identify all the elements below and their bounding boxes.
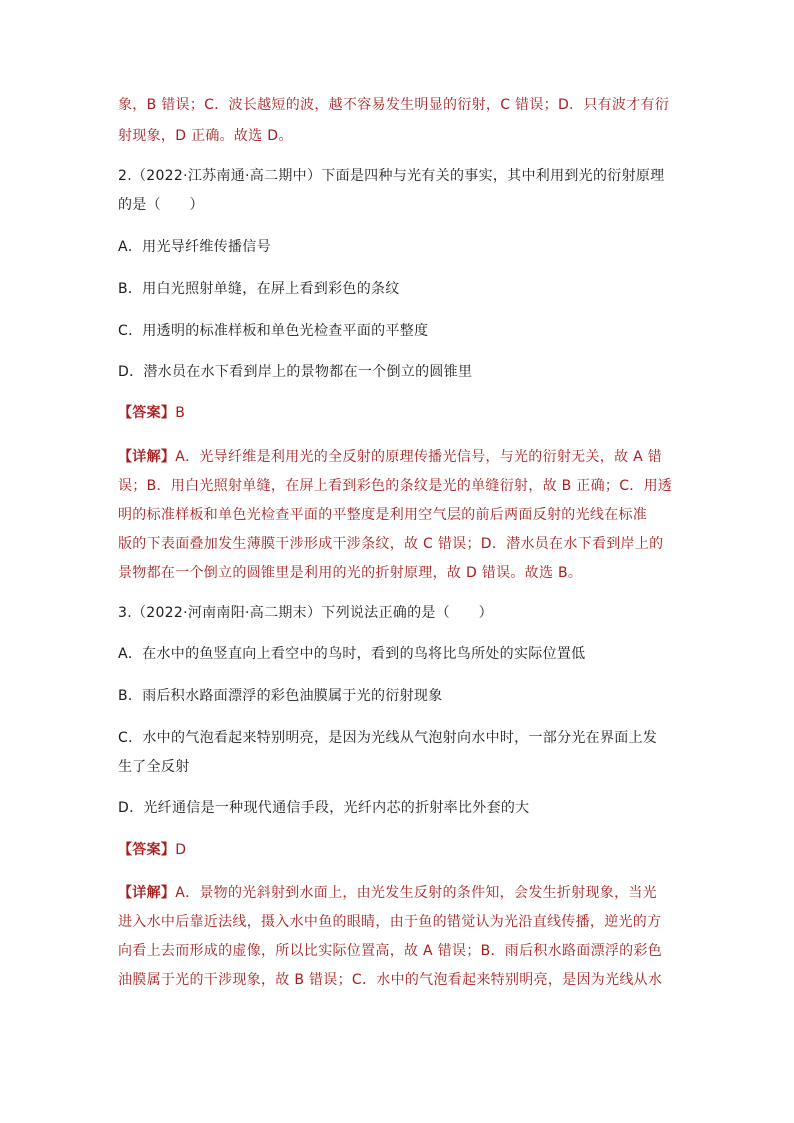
question-2-stem-line-1: 2.（2022·江苏南通·高二期中）下面是四种与光有关的事实，其中利用到光的衍射原理 (118, 168, 665, 184)
prev-explanation-line-2: 射现象，D 正确。故选 D。 (118, 128, 293, 144)
explanation-label: 【详解】 (118, 885, 176, 901)
question-3-explanation-line-1 (118, 883, 657, 903)
explanation-text: A．景物的光斜射到水面上，由光发生反射的条件知，会发生折射现象，当光 (175, 885, 657, 901)
question-3-explanation-line-2: 进入水中后靠近法线，摄入水中鱼的眼睛，由于鱼的错觉认为光沿直线传播，逆光的方 (118, 914, 662, 930)
question-2-option-b: B．用白光照射单缝，在屏上看到彩色的条纹 (118, 281, 400, 297)
question-2-explanation-line-3: 明的标准样板和单色光检查平面的平整度是利用空气层的前后两面反射的光线在标准 (118, 507, 648, 523)
prev-explanation-line-1: 象，B 错误；C．波长越短的波，越不容易发生明显的衍射，C 错误；D．只有波才有衍 (118, 97, 670, 113)
question-3-explanation-line-3: 向看上去而形成的虚像，所以比实际位置高，故 A 错误；B．雨后积水路面漂浮的彩色 (118, 943, 663, 959)
question-2-explanation-line-5: 景物都在一个倒立的圆锥里是利用的光的折射原理，故 D 错误。故选 B。 (118, 565, 583, 581)
question-2-stem-line-2: 的是（ ） (118, 197, 204, 213)
question-3-option-d: D．光纤通信是一种现代通信手段，光纤内芯的折射率比外套的大 (118, 800, 530, 816)
question-2-explanation-line-4: 版的下表面叠加发生薄膜干涉形成干涉条纹，故 C 错误；D．潜水员在水下看到岸上的 (118, 536, 664, 552)
question-2-option-c: C．用透明的标准样板和单色光检查平面的平整度 (118, 323, 429, 339)
question-2-option-d: D．潜水员在水下看到岸上的景物都在一个倒立的圆锥里 (118, 364, 473, 380)
question-2-answer (118, 403, 185, 423)
explanation-text: A．光导纤维是利用光的全反射的原理传播光信号，与光的衍射无关，故 A 错 (175, 449, 663, 465)
answer-label: 【答案】 (118, 405, 176, 421)
question-2-explanation-line-1 (118, 447, 662, 467)
question-2-option-a: A．用光导纤维传播信号 (118, 239, 271, 255)
answer-value: D (175, 842, 187, 858)
question-3-explanation-line-4: 油膜属于光的干涉现象，故 B 错误；C．水中的气泡看起来特别明亮，是因为光线从水 (118, 972, 663, 988)
explanation-label: 【详解】 (118, 449, 176, 465)
answer-label: 【答案】 (118, 842, 176, 858)
question-3-option-a: A．在水中的鱼竖直向上看空中的鸟时，看到的鸟将比鸟所处的实际位置低 (118, 646, 586, 662)
question-3-answer (118, 840, 186, 860)
question-3-option-c-line-1: C．水中的气泡看起来特别明亮，是因为光线从气泡射向水中时，一部分光在界面上发 (118, 730, 658, 746)
answer-value: B (175, 405, 186, 421)
question-3-stem: 3.（2022·河南南阳·高二期末）下列说法正确的是（ ） (118, 605, 493, 621)
question-3-option-b: B．雨后积水路面漂浮的彩色油膜属于光的衍射现象 (118, 688, 443, 704)
question-3-option-c-line-2: 生了全反射 (118, 759, 190, 775)
question-2-explanation-line-2: 误；B．用白光照射单缝，在屏上看到彩色的条纹是光的单缝衍射，故 B 正确；C．用透 (118, 478, 673, 494)
